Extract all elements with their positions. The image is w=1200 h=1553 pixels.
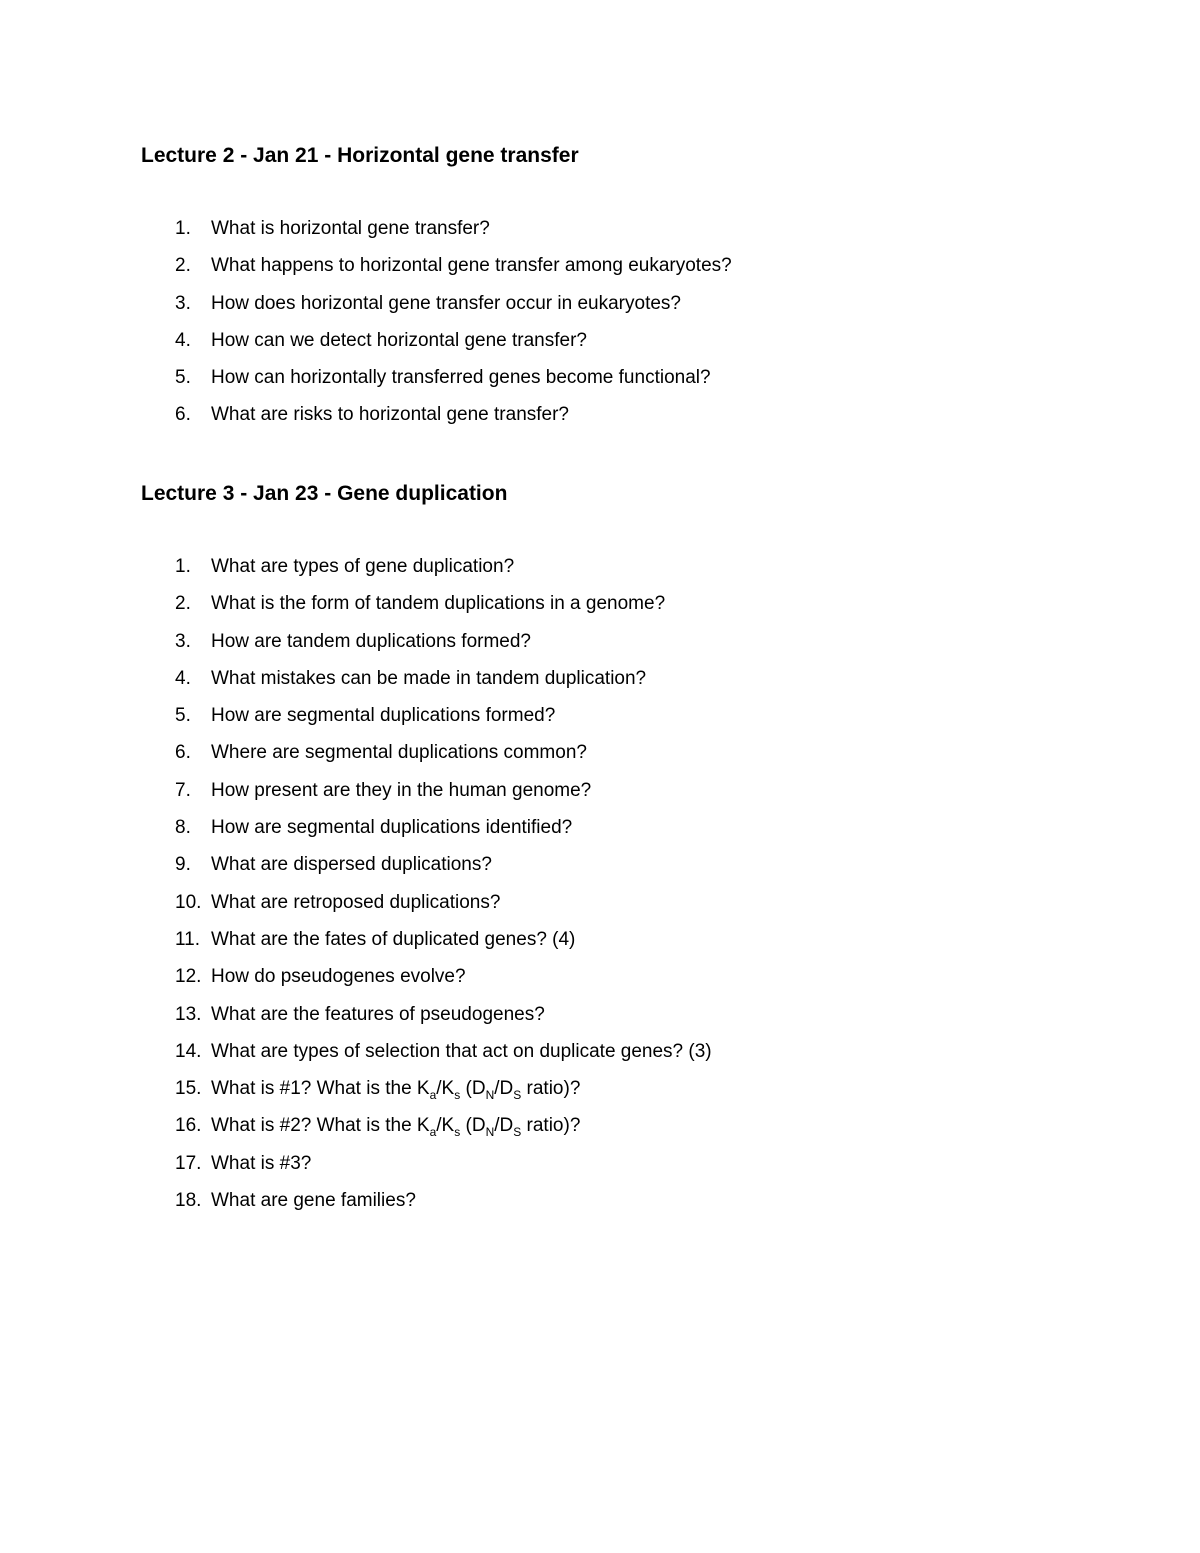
subscript: s bbox=[454, 1088, 461, 1103]
question-item bbox=[141, 1077, 1101, 1114]
question-number: 1. bbox=[175, 556, 191, 577]
question-text: How can horizontally transferred genes become functional? bbox=[211, 367, 711, 389]
question-number: 5. bbox=[175, 367, 191, 389]
text-run: ratio)? bbox=[521, 1115, 581, 1137]
question-item bbox=[141, 667, 1101, 704]
subscript: N bbox=[485, 1125, 495, 1140]
question-item bbox=[141, 853, 1101, 890]
question-number: 17. bbox=[175, 1152, 202, 1174]
question-text: How does horizontal gene transfer occur in eukaryotes? bbox=[211, 292, 681, 314]
question-item bbox=[141, 555, 1101, 592]
question-text: What are types of gene duplication? bbox=[211, 556, 515, 577]
question-number: 4. bbox=[175, 667, 191, 689]
question-number: 8. bbox=[175, 817, 191, 839]
question-text: What are risks to horizontal gene transfer? bbox=[211, 404, 570, 426]
question-item bbox=[141, 1040, 1101, 1077]
question-text bbox=[211, 1114, 581, 1140]
question-item bbox=[141, 366, 1101, 403]
question-item bbox=[141, 217, 1101, 254]
question-text: How are segmental duplications formed? bbox=[211, 705, 556, 727]
text-run: /D bbox=[494, 1115, 514, 1137]
question-number: 10. bbox=[175, 891, 202, 913]
question-number: 6. bbox=[175, 742, 191, 764]
question-text: How present are they in the human genome? bbox=[211, 779, 592, 801]
question-text: What is #3? bbox=[211, 1152, 312, 1174]
question-item bbox=[141, 741, 1101, 778]
question-text: How do pseudogenes evolve? bbox=[211, 966, 466, 988]
question-item bbox=[141, 965, 1101, 1002]
subscript: a bbox=[429, 1088, 437, 1103]
question-text: What are the fates of duplicated genes? (4) bbox=[211, 928, 576, 950]
question-text: What is horizontal gene transfer? bbox=[211, 218, 490, 239]
question-item bbox=[141, 704, 1101, 741]
question-item bbox=[141, 329, 1101, 366]
text-run: /K bbox=[436, 1115, 455, 1137]
section-title: Lecture 2 - Jan 21 - Horizontal gene transfer bbox=[141, 144, 579, 167]
question-text bbox=[211, 1077, 581, 1103]
subscript: S bbox=[513, 1088, 522, 1103]
question-number: 5. bbox=[175, 705, 191, 727]
subscript: s bbox=[454, 1125, 461, 1140]
subscript: a bbox=[429, 1125, 437, 1140]
question-list bbox=[141, 217, 1101, 441]
question-number: 1. bbox=[175, 218, 191, 239]
subscript: N bbox=[485, 1088, 495, 1103]
question-number: 3. bbox=[175, 630, 191, 652]
question-number: 3. bbox=[175, 292, 191, 314]
question-number: 2. bbox=[175, 255, 191, 277]
question-text: What mistakes can be made in tandem duplication? bbox=[211, 667, 647, 689]
question-text: What are types of selection that act on duplicate genes? (3) bbox=[211, 1040, 712, 1062]
section-lecture-2 bbox=[141, 141, 1101, 441]
question-number: 9. bbox=[175, 854, 191, 876]
question-number: 11. bbox=[175, 928, 201, 950]
question-number: 15. bbox=[175, 1078, 202, 1100]
section-title: Lecture 3 - Jan 23 - Gene duplication bbox=[141, 482, 508, 505]
question-item bbox=[141, 928, 1101, 965]
text-run: (D bbox=[460, 1078, 486, 1100]
question-number: 16. bbox=[175, 1115, 202, 1137]
question-text: How are tandem duplications formed? bbox=[211, 630, 532, 652]
question-number: 12. bbox=[175, 966, 202, 988]
question-number: 4. bbox=[175, 329, 191, 351]
question-text: What are gene families? bbox=[211, 1190, 416, 1212]
question-text: What are dispersed duplications? bbox=[211, 854, 492, 876]
question-item bbox=[141, 1114, 1101, 1151]
question-item bbox=[141, 1003, 1101, 1040]
question-number: 2. bbox=[175, 593, 191, 615]
text-run: What is #1? What is the K bbox=[211, 1078, 430, 1100]
question-item bbox=[141, 1189, 1101, 1226]
question-text: What are retroposed duplications? bbox=[211, 891, 501, 913]
text-run: (D bbox=[460, 1115, 486, 1137]
question-text: Where are segmental duplications common? bbox=[211, 742, 587, 764]
question-text: How are segmental duplications identified? bbox=[211, 817, 573, 839]
question-item bbox=[141, 254, 1101, 291]
text-run: /K bbox=[436, 1078, 455, 1100]
text-run: ratio)? bbox=[521, 1078, 581, 1100]
question-item bbox=[141, 816, 1101, 853]
question-item bbox=[141, 403, 1101, 440]
question-item bbox=[141, 630, 1101, 667]
question-number: 18. bbox=[175, 1190, 202, 1212]
question-item bbox=[141, 592, 1101, 629]
question-number: 13. bbox=[175, 1003, 202, 1025]
question-text: What are the features of pseudogenes? bbox=[211, 1003, 545, 1025]
text-run: What is #2? What is the K bbox=[211, 1115, 430, 1137]
question-text: What is the form of tandem duplications in a genome? bbox=[211, 593, 666, 615]
question-number: 14. bbox=[175, 1040, 202, 1062]
question-item bbox=[141, 891, 1101, 928]
question-number: 6. bbox=[175, 404, 191, 426]
question-list bbox=[141, 555, 1101, 1226]
question-text: What happens to horizontal gene transfer among eukaryotes? bbox=[211, 255, 732, 277]
question-number: 7. bbox=[175, 779, 191, 801]
question-item bbox=[141, 779, 1101, 816]
question-item bbox=[141, 292, 1101, 329]
text-run: /D bbox=[494, 1078, 514, 1100]
subscript: S bbox=[513, 1125, 522, 1140]
question-text: How can we detect horizontal gene transfer? bbox=[211, 329, 587, 351]
question-item bbox=[141, 1152, 1101, 1189]
section-lecture-3 bbox=[141, 479, 1101, 1226]
